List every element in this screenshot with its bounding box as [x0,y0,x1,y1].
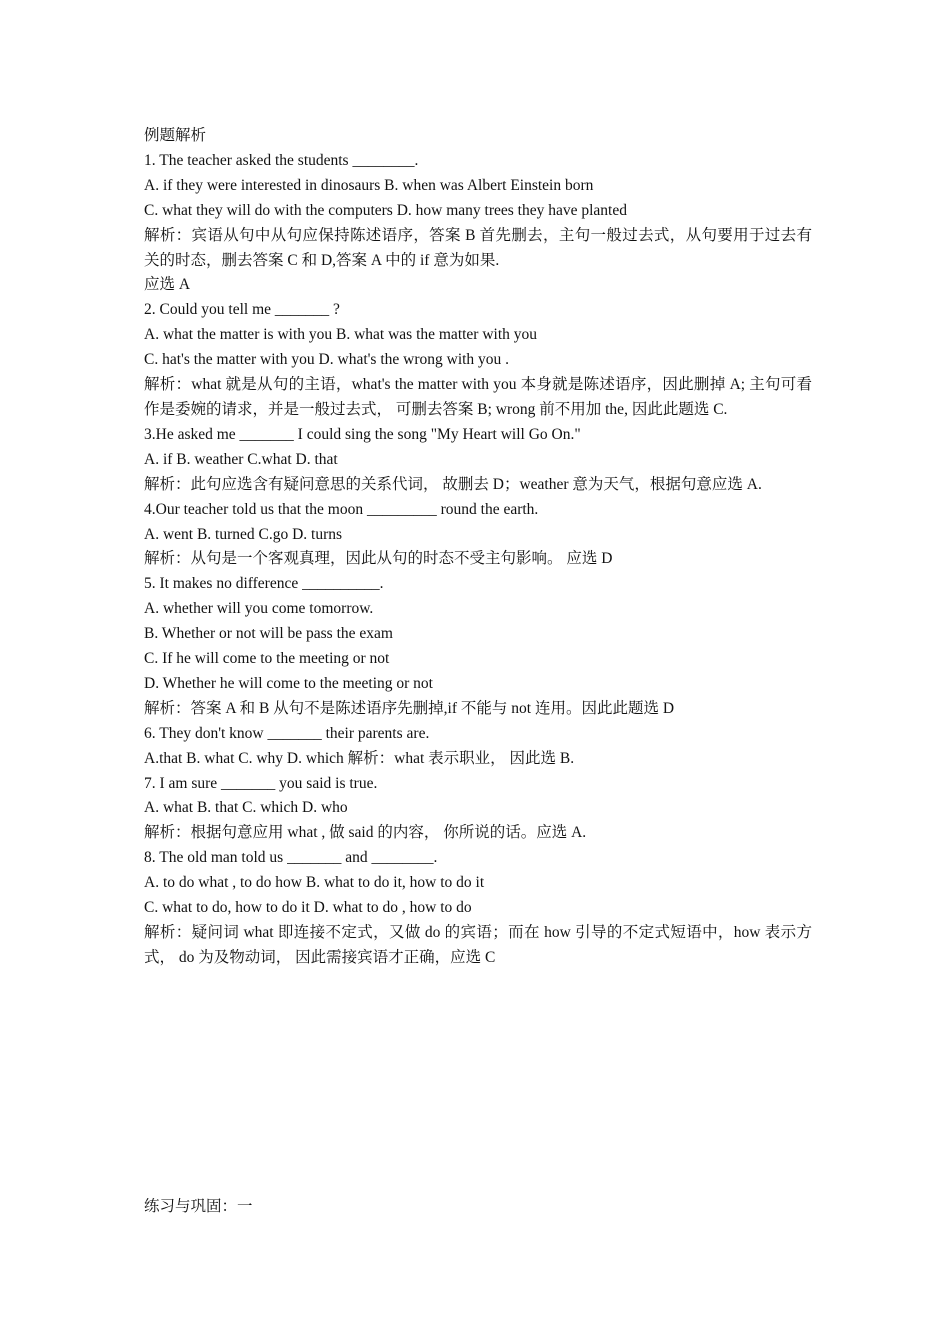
question-8-options-cd: C. what to do, how to do it D. what to do , how to do [144,899,472,917]
question-1: 1. The teacher asked the students ________. [144,151,419,169]
question-8-options-ab: A. to do what , to do how B. what to do it, how to do it [144,874,485,892]
question-6: 6. They don't know _______ their parents are. [144,724,430,742]
question-4-options: A. went B. turned C.go D. turns [144,525,343,543]
question-5-option-c: C. If he will come to the meeting or not [144,650,390,668]
question-4-explanation: 解析：从句是一个客观真理，因此从句的时态不受主句影响。 应选 D [144,550,613,568]
question-2-options-ab: A. what the matter is with you B. what was the matter with you [144,326,538,344]
question-7: 7. I am sure _______ you said is true. [144,774,378,792]
question-3-options: A. if B. weather C.what D. that [144,450,338,468]
question-5-option-d: D. Whether he will come to the meeting or not [144,674,433,692]
question-1-options-cd: C. what they will do with the computers D. how many trees they have planted [144,201,627,219]
question-2: 2. Could you tell me _______ ? [144,301,340,319]
question-1-answer: 应选 A [144,276,191,294]
question-5-option-b: B. Whether or not will be pass the exam [144,625,393,643]
question-8: 8. The old man told us _______ and ________. [144,849,438,867]
question-7-explanation: 解析：根据句意应用 what , 做 said 的内容， 你所说的话。应选 A. [144,824,587,842]
question-6-options-explanation: A.that B. what C. why D. which 解析：what 表示职业， 因此选 B. [144,749,575,767]
question-5-explanation: 解析：答案 A 和 B 从句不是陈述语序先删掉,if 不能与 not 连用。因此此题选 D [144,699,675,717]
question-8-explanation: 解析：疑问词 what 即连接不定式，又做 do 的宾语；而在 how 引导的不定式短语中，how 表示方式， do 为及物动词， 因此需接宾语才正确，应选 C [144,924,812,966]
question-2-options-cd: C. hat's the matter with you D. what's the wrong with you . [144,351,510,369]
question-4: 4.Our teacher told us that the moon _________ round the earth. [144,500,539,518]
document-body [144,124,812,971]
question-3-explanation: 解析：此句应选含有疑问意思的关系代词， 故删去 D；weather 意为天气，根据句意应选 A. [144,475,762,493]
section-title: 练习与巩固：一 [144,1198,253,1215]
question-1-options-ab: A. if they were interested in dinosaurs B. when was Albert Einstein born [144,176,594,194]
document-heading: 例题解析 [144,127,207,144]
question-3: 3.He asked me _______ I could sing the song "My Heart will Go On." [144,425,581,443]
question-5-option-a: A. whether will you come tomorrow. [144,600,374,618]
question-2-explanation: 解析：what 就是从句的主语，what's the matter with you 本身就是陈述语序，因此删掉 A; 主句可看作是委婉的请求，并是一般过去式， 可删去答案 B; wrong 前不用加 the, 因此此题选 C. [144,376,812,418]
question-1-explanation: 解析：宾语从句中从句应保持陈述语序，答案 B 首先删去，主句一般过去式，从句要用于过去有关的时态，删去答案 C 和 D,答案 A 中的 if 意为如果. [144,226,812,269]
question-5: 5. It makes no difference __________. [144,575,384,593]
question-7-options: A. what B. that C. which D. who [144,799,348,817]
